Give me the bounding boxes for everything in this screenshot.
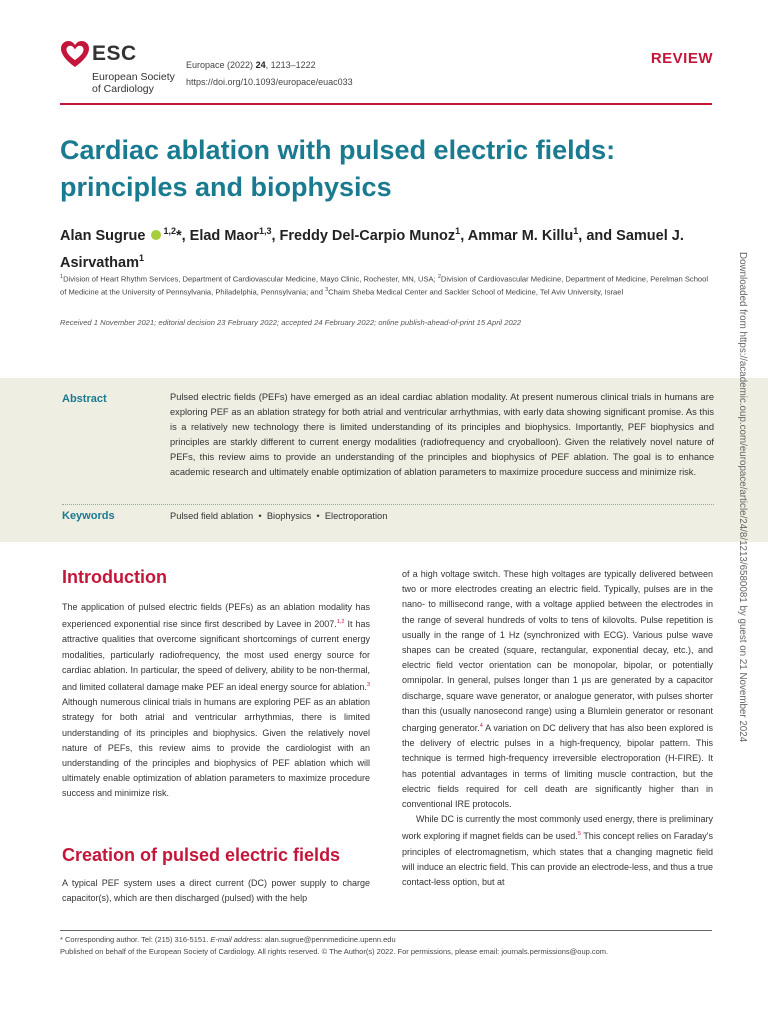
affil-text: Division of Heart Rhythm Services, Department of Cardiovascular Medicine, Mayo Clinic, Rochester, MN, USA; [63, 274, 438, 284]
heart-logo-icon [60, 40, 90, 70]
download-watermark: Downloaded from https://academic.oup.com/europace/article/24/8/1213/6580081 by guest on 21 November 2024 [737, 252, 748, 743]
author-name[interactable]: Ammar M. Killu [467, 227, 574, 244]
author-name[interactable]: Elad Maor [189, 227, 259, 244]
keyword-sep: • [253, 511, 267, 521]
doi-link[interactable]: https://doi.org/10.1093/europace/euac033 [186, 77, 353, 87]
affil-num: 3 [325, 286, 329, 293]
author-affil-ref: 1,2 [163, 226, 176, 236]
creation-heading: Creation of pulsed electric fields [62, 845, 341, 865]
author-sep: , [271, 227, 280, 244]
article-title: Cardiac ablation with pulsed electric fields: principles and biophysics [60, 135, 616, 202]
affil-text: Division of Cardiovascular Medicine, Department of Medicine, Perelman School of Medicine at the University of Pennsylvania, Philadelphia, Pennsylvania; and [60, 274, 709, 297]
pages: , 1213–1222 [265, 60, 316, 70]
orcid-icon[interactable] [151, 230, 161, 240]
corr-prefix: * Corresponding author. Tel: (215) 316-5151. [60, 935, 211, 944]
introduction-heading: Introduction [62, 567, 167, 587]
society-line-2: of Cardiology [92, 83, 154, 95]
paragraph [402, 567, 713, 812]
affil-num: 1 [60, 274, 64, 280]
footnotes [60, 934, 715, 958]
keywords-label: Keywords [62, 510, 115, 522]
author-affil-ref: 1 [138, 252, 144, 263]
author-list [60, 220, 720, 274]
citation-ref[interactable]: 3 [366, 682, 370, 689]
affil-num: 2 [437, 274, 441, 280]
affiliations [60, 272, 715, 297]
header-rule [60, 103, 712, 105]
citation-ref[interactable]: 1,2 [336, 619, 345, 626]
text-run: This concept relies on Faraday's principles of electromagnetism, which states that a changing magnetic field will induce an electric field. This can provide an electrode-less, and thus a true contact-less option, but at [402, 831, 714, 888]
text-run: It has attractive qualities that overcome significant shortcomings of current energy modalities, particularly radiofrequency, the most used energy source for cardiac ablation. In particular, the speed of delivery, ability to be non-thermal, and limited collateral damage make PEF an ideal energy source for ablation. [62, 619, 370, 693]
email-link[interactable]: alan.sugrue@pennmedicine.upenn.edu [262, 935, 396, 944]
footnote-rule [60, 930, 712, 931]
journal-name: Europace (2022) [186, 60, 254, 70]
keyword-list [170, 511, 387, 521]
keyword[interactable]: Biophysics [266, 511, 312, 521]
keyword-sep: • [311, 511, 325, 521]
author-sep: , [460, 227, 468, 244]
keyword[interactable]: Pulsed field ablation [170, 511, 254, 521]
citation-ref[interactable]: 4 [479, 723, 483, 730]
citation [186, 57, 353, 91]
volume: 24 [255, 60, 266, 70]
author-name[interactable]: Freddy Del-Carpio Munoz [279, 227, 456, 244]
abstract-label: Abstract [62, 393, 107, 405]
keyword[interactable]: Electroporation [324, 511, 388, 521]
text-run: While DC is currently the most commonly used energy, there is preliminary work exploring if magnet fields can be used. [402, 814, 713, 842]
author-affil-ref: 1 [573, 226, 579, 236]
author-affil-ref: 1,3 [258, 226, 272, 236]
affil-text: Chaim Sheba Medical Center and Sackler School of Medicine, Tel Aviv University, Israel [328, 287, 624, 297]
abstract-text: Pulsed electric fields (PEFs) have emerged as an ideal cardiac ablation modality. At present numerous clinical trials in humans are exploring PEF as an ablation strategy for both atrial and ventricular arrhythmias, with early data showing significant promise. As this is a relatively new technology there is limited understanding of its principles and biophysics. Importantly, PEF biophysics and principles are starkly different to current energy modalities (radiofrequency and cryoballoon). Given the relatively novel nature of PEFs, this review aims to provide an understanding of the principles and biophysics of PEF ablation. The goal is to enhance academic research and ultimately enable optimization of ablation parameters to maximize procedure success and minimize risk. [170, 392, 714, 477]
abstract-divider [62, 504, 714, 505]
publication-note: Published on behalf of the European Society of Cardiology. All rights reserved. © The Author(s) 2022. For permissions, please email: journals.permissions@oup.com. [60, 947, 609, 956]
logo-wordmark: ESC [92, 42, 137, 65]
corresponding-mark: * [175, 227, 182, 244]
email-label: E-mail address: [210, 935, 263, 944]
section-label: REVIEW [650, 50, 713, 67]
author-name[interactable]: Samuel J. Asirvatham [60, 227, 684, 271]
introduction-text [62, 600, 370, 802]
author-affil-ref: 1 [455, 226, 461, 236]
text-run: of a high voltage switch. These high voltages are typically delivered between two or more electrodes creating an electric field. Typically, pulses are in the nano- to millisecond range, with a voltage applied between the electrodes in the range of several hundreds of volts to tens of kilovolts. Pulse repetition is usually in the range of 1 Hz (synchronized with ECG). Various pulse wave shapes can be created (square, rectangular, exponential decay, etc.), and electric field vector orientation can be monopolar, bipolar, or potentially omnipolar. In general, pulses longer than 1 µs are generated by a capacitor discharge, square wave generator, or analogue generator, with pulses shorter than this (usually nanosecond range) using a Blumlein generator or resonant charging generator. [402, 569, 713, 734]
paragraph [402, 812, 713, 890]
author-sep: , [181, 227, 190, 244]
corresponding-author [60, 934, 715, 946]
author-sep: , and [578, 227, 617, 244]
right-column-text [402, 567, 713, 890]
text-run: Although numerous clinical trials in humans are exploring PEF as an ablation strategy for both atrial and ventricular arrhythmias, there is limited understanding of its principles and biophysics. Given the relatively novel nature of PEFs, this review aims to provide the cardiologist with an understanding of the principles and biophysics of PEF ablation which will ultimately enable optimization of ablation parameters to maximize procedure success and minimize risk. [62, 697, 370, 799]
society-line-1: European Society [92, 71, 175, 83]
text-run: The application of pulsed electric fields (PEFs) as an ablation modality has experienced exponential rise since first described by Lavee in 2007. [62, 602, 370, 630]
history-dates: Received 1 November 2021; editorial decision 23 February 2022; accepted 24 February 2022; online publish-ahead-of-print 15 April 2022 [60, 318, 522, 327]
society-name [92, 71, 175, 95]
citation-ref[interactable]: 5 [577, 831, 581, 838]
esc-logo [60, 40, 180, 96]
author-name[interactable]: Alan Sugrue [60, 227, 146, 244]
creation-text: A typical PEF system uses a direct current (DC) power supply to charge capacitor(s), which are then discharged (pulsed) with the help [62, 878, 370, 904]
text-run: A variation on DC delivery that has also been explored is the delivery of electric pulses in a high-frequency, bipolar pattern. This technique is termed high-frequency irreversible electroporation (H-FIRE). It has potential advantages in terms of limiting muscle contraction, but the electric fields required for cell death are significantly higher than in conventional IRE protocols. [402, 723, 713, 810]
